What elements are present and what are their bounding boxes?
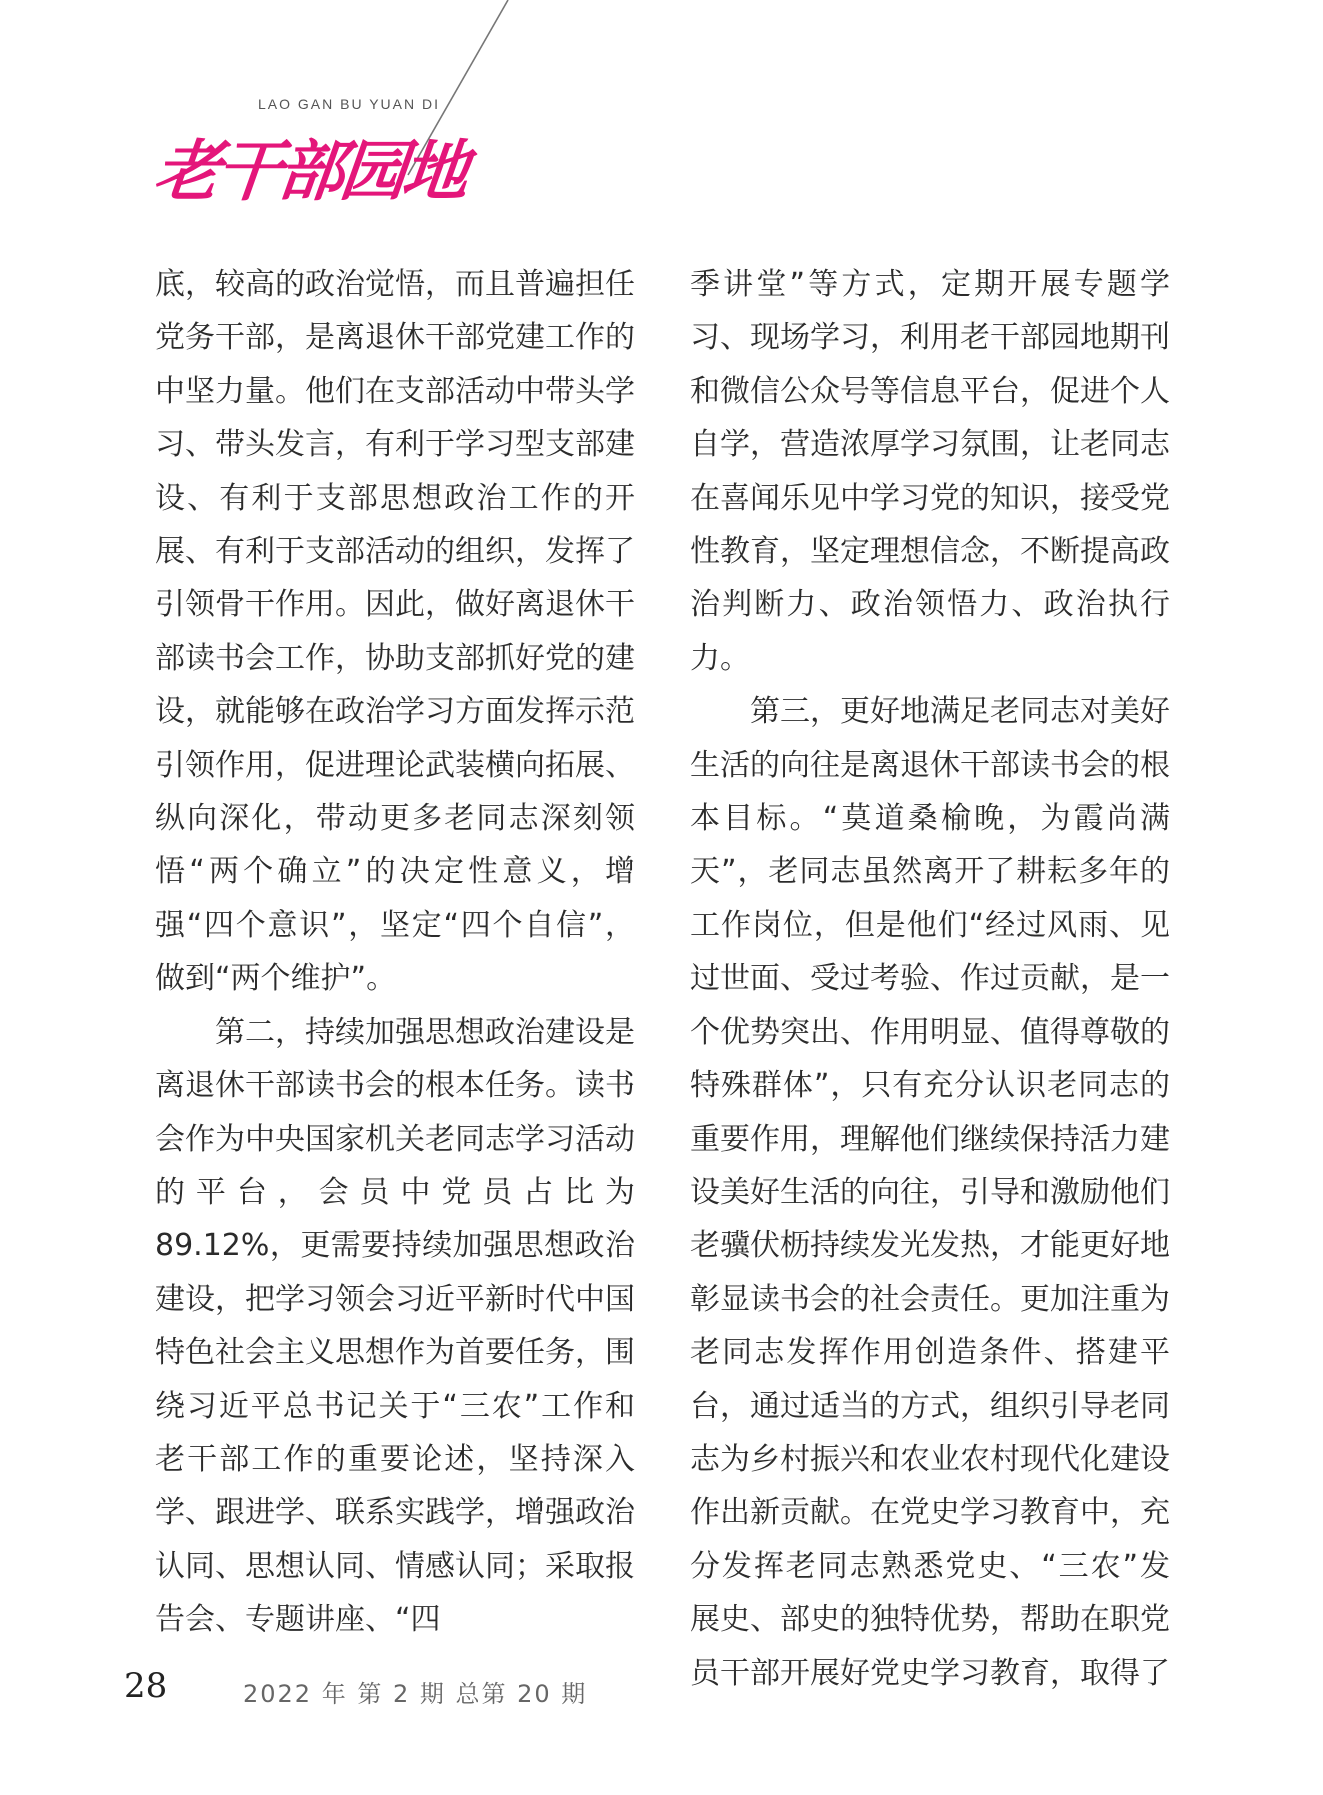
magazine-pinyin: LAO GAN BU YUAN DI [258,96,441,112]
paragraph: 底，较高的政治觉悟，而且普遍担任党务干部，是离退休干部党建工作的中坚力量。他们在支部活动中带头学习、带头发言，有利于学习型支部建设、有利于支部思想政治工作的开展、有利于支部活动的组织，发挥了引领骨干作用。因此，做好离退休干部读书会工作，协助支部抓好党的建设，就能够在政治学习方面发挥示范引领作用，促进理论武装横向拓展、纵向深化，带动更多老同志深刻领悟“两个确立”的决定性意义，增强“四个意识”，坚定“四个自信”，做到“两个维护”。 [155,267,635,997]
issue-info: 2022 年 第 2 期 总第 20 期 [243,1680,588,1708]
magazine-logo-title: 老干部园地 [150,132,469,210]
paragraph: 第二，持续加强思想政治建设是离退休干部读书会的根本任务。读书会作为中央国家机关老同志学习活动的平台，会员中党员占比为89.12%，更需要持续加强思想政治建设，把学习领会习近平新时代中国特色社会主义思想作为首要任务，围绕习近平总书记关于“三农”工作和老干部工作的重要论述，坚持深入学、跟进学、联系实践学，增强政治认同、思想认同、情感认同；采取报告会、专题讲座、“四 [155,1014,635,1638]
text-column-left [155,258,635,1647]
text-column-right [690,258,1170,1700]
paragraph: 季讲堂”等方式，定期开展专题学习、现场学习，利用老干部园地期刊和微信公众号等信息平台，促进个人自学，营造浓厚学习氛围，让老同志在喜闻乐见中学习党的知识，接受党性教育，坚定理想信念，不断提高政治判断力、政治领悟力、政治执行力。 [690,267,1170,676]
page-number: 28 [124,1666,168,1706]
paragraph: 第三，更好地满足老同志对美好生活的向往是离退休干部读书会的根本目标。“莫道桑榆晚，为霞尚满天”，老同志虽然离开了耕耘多年的工作岗位，但是他们“经过风雨、见过世面、受过考验、作过贡献，是一个优势突出、作用明显、值得尊敬的特殊群体”，只有充分认识老同志的重要作用，理解他们继续保持活力建设美好生活的向往，引导和激励他们老骥伏枥持续发光发热，才能更好地彰显读书会的社会责任。更加注重为老同志发挥作用创造条件、搭建平台，通过适当的方式，组织引导老同志为乡村振兴和农业农村现代化建设作出新贡献。在党史学习教育中，充分发挥老同志熟悉党史、“三农”发展史、部史的独特优势，帮助在职党员干部开展好党史学习教育，取得了 [690,694,1170,1691]
